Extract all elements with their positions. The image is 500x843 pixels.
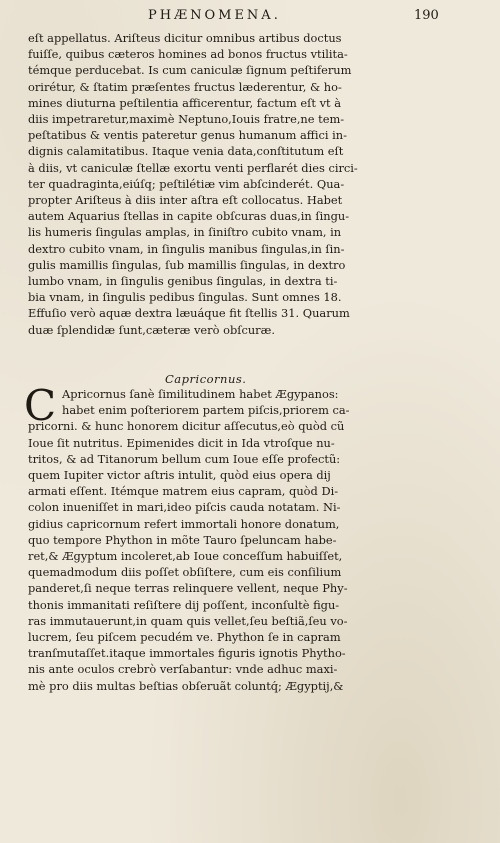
text-line: colon inueniſſet in mari,ideo piſcis cauda notatam. Ni-: [28, 500, 341, 515]
text-line: habet enim poſteriorem partem piſcis,priorem ca-: [62, 403, 350, 418]
running-head: PHÆNOMENA.: [148, 8, 281, 23]
text-line: bia vnam, in ſingulis pedibus ſingulas. Sunt omnes 18.: [28, 290, 342, 305]
text-line: armati eſſent. Itémque matrem eius capram, quòd Di-: [28, 484, 339, 499]
text-line: ret,& Ægyptum incoleret,ab Ioue conceſſum habuiſſet,: [28, 549, 343, 564]
text-line: quemadmodum diis poſſet obſiſtere, cum eis conſilium: [28, 565, 342, 580]
section-heading-capricornus: Capricornus.: [165, 372, 247, 386]
text-line: lis humeris ſingulas amplas, in ſiniſtro cubito vnam, in: [28, 225, 342, 240]
text-line: duæ ſplendidæ ſunt,cæteræ verò obſcuræ.: [28, 322, 275, 337]
text-line: lumbo vnam, in ſingulis genibus ſingulas, in dextra ti-: [28, 274, 338, 289]
text-line: orirétur, & ſtatim præſentes fructus læderentur, & ho-: [28, 79, 342, 94]
text-line: eſt appellatus. Ariſteus dicitur omnibus artibus doctus: [28, 31, 342, 45]
text-line: thonis immanitati reſiſtere dij poſſent, inconſultè figu-: [28, 597, 340, 612]
text-line: dignis calamitatibus. Itaque venia data,conſtitutum eſt: [28, 144, 344, 159]
text-line: quo tempore Phython in mõte Tauro ſpeluncam habe-: [28, 532, 337, 547]
text-line: quem Iupiter victor aſtris intulit, quòd eius opera dij: [28, 468, 331, 483]
paragraph-capricornus: [28, 386, 388, 694]
text-line: diis impetraretur,maximè Neptuno,Iouis fratre,ne tem-: [28, 112, 345, 127]
text-line: gidius capricornum refert immortali honore donatum,: [28, 516, 340, 531]
text-line: Apricornus ſanè ſimilitudinem habet Ægypanos:: [62, 387, 339, 401]
text-line: panderet,ſi neque terras relinquere vellent, neque Phy-: [28, 581, 348, 596]
text-line: peſtatibus & ventis pateretur genus humanum affici in-: [28, 128, 347, 143]
text-line: fuiſſe, quibus cæteros homines ad bonos fructus vtilita-: [28, 47, 348, 62]
text-line: ras immutauerunt,in quam quis vellet,ſeu beſtiã,ſeu vo-: [28, 613, 348, 628]
text-line: témque perducebat. Is cum caniculæ ſignum peſtiferum: [28, 63, 352, 78]
text-line: tranſmutaſſet.itaque immortales figuris ignotis Phytho-: [28, 646, 346, 661]
text-line: tritos, & ad Titanorum bellum cum Ioue eſſe profectũ:: [28, 451, 341, 466]
text-line: ter quadraginta,eiúſq; peſtilétiæ vim abſcinderét. Qua-: [28, 176, 345, 191]
text-line: mines diuturna peſtilentia afficerentur, factum eſt vt à: [28, 95, 342, 110]
text-line: Ioue ſit nutritus. Epimenides dicit in Ida vtroſque nu-: [28, 435, 335, 450]
text-line: à diis, vt caniculæ ſtellæ exortu venti perflarét dies circi-: [28, 160, 358, 175]
text-line: mè pro diis multas beſtias obſeruãt coluntq́; Ægyptij,&: [28, 678, 344, 693]
text-line: gulis mamillis ſingulas, ſub mamillis ſingulas, in dextro: [28, 257, 346, 272]
text-line: pricorni. & hunc honorem dicitur aſſecutus,eò quòd cũ: [28, 419, 345, 434]
text-line: propter Ariſteus à diis inter aſtra eſt collocatus. Habet: [28, 193, 343, 208]
text-line: dextro cubito vnam, in ſingulis manibus ſingulas,in ſin-: [28, 241, 345, 256]
text-line: nis ante oculos crebrò verſabantur: vnde adhuc maxi-: [28, 662, 338, 677]
text-line: Effuſio verò aquæ dextra læuáque fit ſtellis 31. Quarum: [28, 306, 350, 321]
text-line: lucrem, ſeu piſcem pecudém ve. Phython ſe in capram: [28, 630, 341, 645]
page-number: 190: [414, 8, 439, 23]
paragraph-aquarius: [28, 30, 388, 338]
drop-capital: C: [24, 381, 57, 430]
text-line: autem Aquarius ſtellas in capite obſcuras duas,in ſingu-: [28, 209, 350, 224]
page-header: [0, 8, 500, 26]
